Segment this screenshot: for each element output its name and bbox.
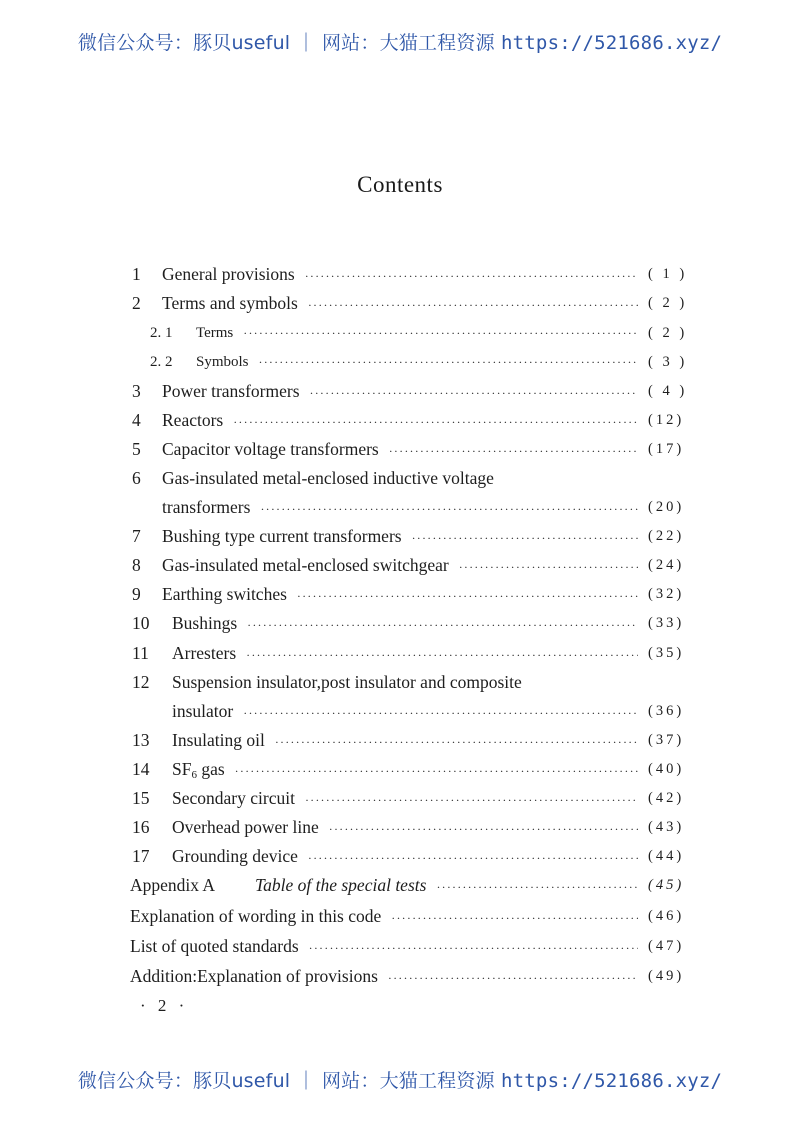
toc-entry-page: (40) (648, 761, 685, 777)
toc-entry-title-line (162, 378, 646, 406)
toc-entry-11[interactable] (0, 640, 800, 666)
toc-entry-appendix-a[interactable] (0, 872, 800, 898)
toc-entry-number: 10 (132, 613, 150, 633)
toc-entry-page: (46) (648, 908, 685, 924)
toc-entry-page: (33) (648, 615, 685, 631)
gas-text: gas (196, 759, 225, 779)
toc-entry-number: 6 (132, 468, 141, 488)
toc-entry-title-line (162, 523, 646, 551)
toc-entry-page: (35) (648, 645, 685, 661)
toc-entry-2-1[interactable] (0, 320, 800, 346)
watermark-bottom-url: https://521686.xyz/ (501, 1070, 723, 1092)
toc-entry-number: 13 (132, 730, 150, 750)
toc-entry-title-line (172, 669, 646, 695)
leader-dots (388, 965, 638, 991)
leader-dots (389, 438, 638, 464)
subscript-six: 6 (191, 769, 197, 781)
leader-dots (305, 263, 638, 289)
toc-entry-title-line (172, 698, 646, 726)
toc-entry-appendix-label: Appendix A (130, 875, 216, 895)
toc-entry-title: General provisions (162, 264, 295, 284)
toc-entry-title: Bushings (172, 613, 238, 633)
toc-entry-number: 14 (132, 759, 150, 779)
toc-entry-title: Terms (196, 325, 234, 341)
toc-entry-2-2[interactable] (0, 349, 800, 375)
toc-entry-title: Gas-insulated metal-enclosed switchgear (162, 555, 449, 575)
page-folio: · 2 · (140, 996, 189, 1015)
toc-entry-title: Table of the special tests (255, 875, 427, 895)
leader-dots (243, 700, 638, 726)
leader-dots (310, 380, 638, 406)
leader-dots (247, 612, 638, 638)
toc-entry-title: Terms and symbols (162, 293, 298, 313)
toc-entry-title-line (172, 610, 646, 638)
toc-entry-title-line (162, 581, 646, 609)
toc-entry-page: (37) (648, 732, 685, 748)
toc-entry-title: List of quoted standards (130, 936, 299, 956)
leader-dots (412, 525, 638, 551)
toc-entry-5[interactable] (0, 436, 800, 462)
leader-dots (308, 292, 638, 318)
toc-entry-title: Capacitor voltage transformers (162, 439, 379, 459)
toc-entry-title: Grounding device (172, 846, 298, 866)
toc-entry-12[interactable] (0, 669, 800, 695)
toc-entry-17[interactable] (0, 843, 800, 869)
toc-entry-page: (17) (648, 441, 685, 457)
toc-entry-title: Earthing switches (162, 584, 287, 604)
toc-entry-1[interactable] (0, 261, 800, 287)
toc-entry-addition[interactable] (0, 963, 800, 989)
toc-entry-quoted-standards[interactable] (0, 933, 800, 959)
toc-entry-title-line (130, 933, 646, 961)
toc-entry-title-line (130, 963, 646, 991)
toc-entry-number: 11 (132, 643, 149, 663)
watermark-bottom-cn: 微信公众号：豚贝useful ｜ 网站：大猫工程资源 (77, 1070, 502, 1092)
leader-dots (233, 409, 638, 435)
toc-entry-page: (42) (648, 790, 685, 806)
leader-dots (260, 496, 638, 522)
toc-entry-10[interactable] (0, 610, 800, 636)
toc-entry-title-line (162, 552, 646, 580)
toc-entry-page: (47) (648, 938, 685, 954)
page-title: Contents (357, 172, 443, 197)
toc-entry-16[interactable] (0, 814, 800, 840)
leader-dots (297, 583, 638, 609)
toc-entry-title: Arresters (172, 643, 237, 663)
toc-entry-title: Reactors (162, 410, 224, 430)
toc-entry-number: 15 (132, 788, 150, 808)
toc-entry-number: 3 (132, 381, 141, 401)
leader-dots (436, 874, 638, 900)
toc-entry-title: Suspension insulator,post insulator and composite (172, 672, 522, 692)
toc-entry-15[interactable] (0, 785, 800, 811)
leader-dots (243, 320, 638, 346)
toc-entry-explanation-of-wording[interactable] (0, 903, 800, 929)
toc-entry-number: 7 (132, 526, 141, 546)
watermark-bottom (0, 1066, 800, 1093)
leader-dots (235, 758, 638, 784)
leader-dots (459, 554, 638, 580)
toc-entry-number: 5 (132, 439, 141, 459)
toc-entry-page: ( 3 ) (648, 354, 688, 370)
leader-dots (391, 905, 638, 931)
toc-entry-page: ( 4 ) (648, 383, 688, 399)
toc-entry-number: 17 (132, 846, 150, 866)
toc-entry-title-line (255, 872, 646, 900)
toc-entry-title: Bushing type current transformers (162, 526, 402, 546)
toc-entry-number: 1 (132, 264, 141, 284)
toc-entry-title-line (172, 814, 646, 842)
toc-entry-number: 16 (132, 817, 150, 837)
toc-entry-4[interactable] (0, 407, 800, 433)
toc-entry-title-line (172, 640, 646, 668)
toc-entry-page: ( 2 ) (648, 295, 688, 311)
leader-dots (329, 816, 638, 842)
toc-entry-2[interactable] (0, 290, 800, 316)
toc-entry-3[interactable] (0, 378, 800, 404)
toc-entry-title-continued: insulator (172, 701, 234, 721)
watermark-top-url: https://521686.xyz/ (501, 32, 723, 54)
toc-entry-title-line (172, 756, 646, 788)
leader-dots (259, 349, 638, 375)
toc-entry-14[interactable] (0, 756, 800, 782)
toc-entry-8[interactable] (0, 552, 800, 578)
toc-entry-number: 2. 2 (150, 354, 173, 370)
toc-entry-13[interactable] (0, 727, 800, 753)
toc-entry-title-line (172, 727, 646, 755)
toc-entry-title: Symbols (196, 354, 249, 370)
toc-entry-page: (24) (648, 557, 685, 573)
toc-entry-title (172, 756, 225, 788)
toc-entry-title: Secondary circuit (172, 788, 295, 808)
toc-entry-page: (45) (648, 877, 685, 893)
toc-entry-page: (44) (648, 848, 685, 864)
leader-dots (275, 729, 638, 755)
toc-entry-number: 2 (132, 293, 141, 313)
toc-entry-page: (49) (648, 968, 685, 984)
watermark-top-cn: 微信公众号：豚贝useful ｜ 网站：大猫工程资源 (77, 32, 502, 54)
toc-entry-title: Gas-insulated metal-enclosed inductive voltage (162, 468, 494, 488)
toc-entry-title: Explanation of wording in this code (130, 906, 382, 926)
toc-entry-title-line (162, 465, 646, 491)
toc-entry-title-line (172, 785, 646, 813)
toc-entry-6[interactable] (0, 465, 800, 491)
toc-entry-page: (12) (648, 412, 685, 428)
toc-entry-title-line (162, 436, 646, 464)
toc-entry-title-line (162, 261, 646, 289)
toc-entry-title-line (162, 290, 646, 318)
toc-entry-page: (32) (648, 586, 685, 602)
toc-entry-6-continued[interactable] (0, 494, 800, 520)
toc-entry-title-line (130, 903, 646, 931)
leader-dots (308, 845, 638, 871)
sf-text: SF (172, 759, 192, 779)
toc-entry-title-line (196, 349, 646, 375)
toc-entry-title-line (162, 494, 646, 522)
toc-entry-12-continued[interactable] (0, 698, 800, 724)
toc-entry-page: (20) (648, 499, 685, 515)
toc-entry-title: Power transformers (162, 381, 300, 401)
toc-entry-number: 8 (132, 555, 141, 575)
leader-dots (309, 935, 638, 961)
toc-entry-number: 4 (132, 410, 141, 430)
toc-entry-page: ( 2 ) (648, 325, 688, 341)
toc-entry-page: (36) (648, 703, 685, 719)
toc-entry-number: 12 (132, 672, 150, 692)
toc-entry-page: (22) (648, 528, 685, 544)
leader-dots (246, 642, 638, 668)
toc-entry-number: 9 (132, 584, 141, 604)
toc-entry-title-line (196, 320, 646, 346)
toc-entry-page: ( 1 ) (648, 266, 688, 282)
toc-entry-title: Addition:Explanation of provisions (130, 966, 378, 986)
leader-dots (305, 787, 638, 813)
toc-entry-title: Insulating oil (172, 730, 265, 750)
toc-entry-title: Overhead power line (172, 817, 319, 837)
toc-entry-title-continued: transformers (162, 497, 251, 517)
toc-entry-9[interactable] (0, 581, 800, 607)
toc-entry-page: (43) (648, 819, 685, 835)
toc-entry-title-line (162, 407, 646, 435)
toc-entry-title-line (172, 843, 646, 871)
toc-entry-number: 2. 1 (150, 325, 173, 341)
toc-entry-7[interactable] (0, 523, 800, 549)
